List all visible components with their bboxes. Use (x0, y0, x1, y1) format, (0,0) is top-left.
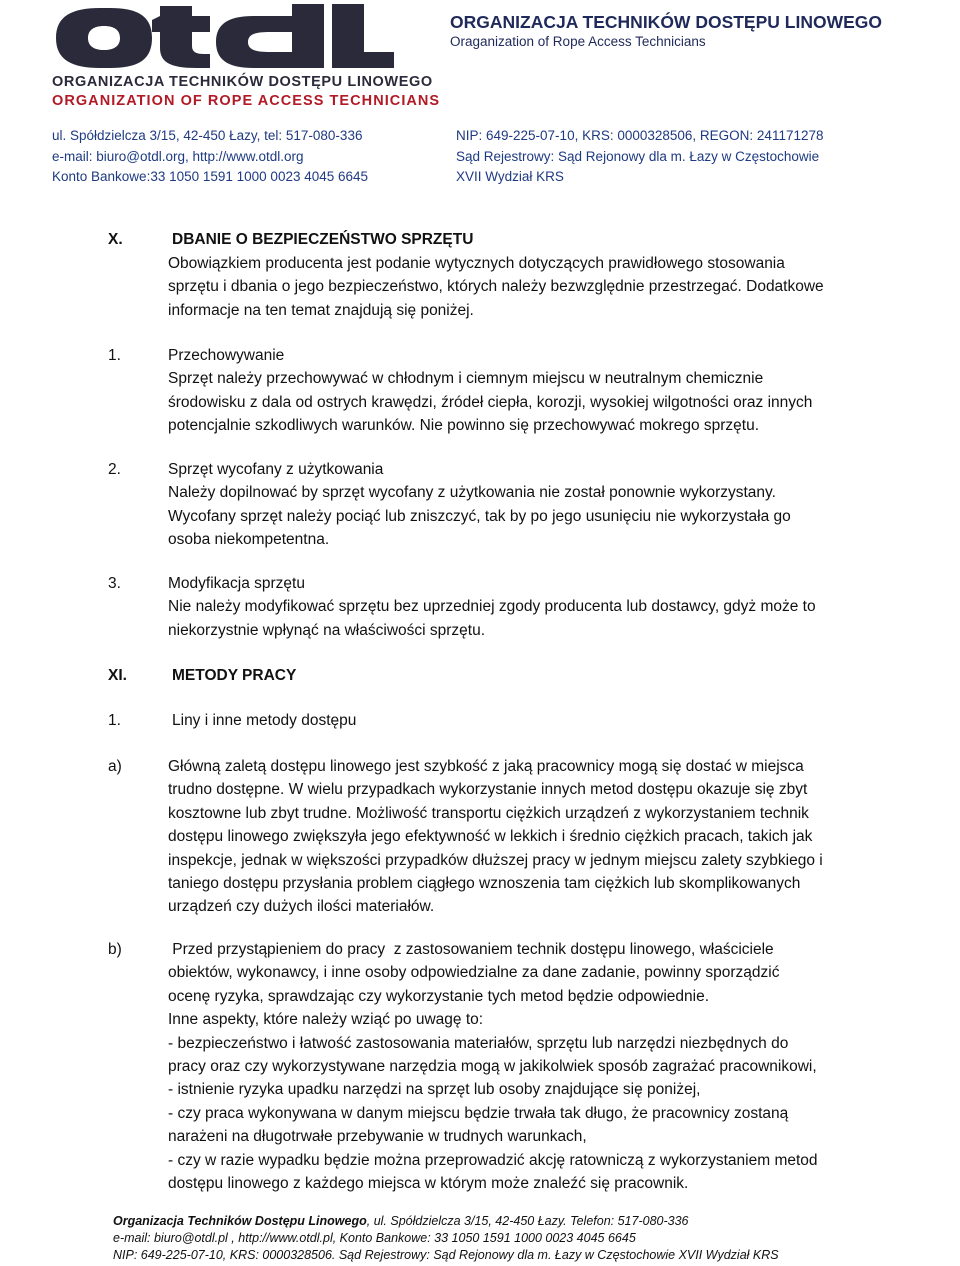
text-line: Obowiązkiem producenta jest podanie wytycznych dotyczących prawidłowego stosowania (168, 255, 785, 272)
footer-line-3: NIP: 649-225-07-10, KRS: 0000328506. Sąd Rejestrowy: Sąd Rejonowy dla m. Łazy w Częstochowie XVII Wydział KRS (113, 1248, 779, 1262)
court-line: Sąd Rejestrowy: Sąd Rejonowy dla m. Łazy w Częstochowie (456, 148, 820, 164)
text-line: - czy w razie wypadku będzie można przeprowadzić akcję ratowniczą z wykorzystaniem metod (168, 1151, 818, 1169)
footer-line-1 (113, 1214, 689, 1228)
footer-org-name: Organizacja Techników Dostępu Linowego (113, 1214, 367, 1228)
footer-line-2: e-mail: biuro@otdl.pl , http://www.otdl.pl, Konto Bankowe: 33 1050 1591 1000 0023 4045 6645 (113, 1231, 636, 1245)
text-line: trudno dostępne. W wielu przypadkach wykorzystanie innych metod dostępu okazuje się zbyt (168, 781, 808, 799)
text-line: dostępu linowego z każdego miejsca w którym może znaleźć się pracownik. (168, 1175, 689, 1193)
text-line: środowisku z dala od ostrych krawędzi, źródeł ciepła, korozji, wysokiej wilgotności oraz innych (168, 393, 813, 411)
item-title: Sprzęt wycofany z użytkowania (168, 461, 384, 478)
text-line: Wycofany sprzęt należy pociąć lub zniszczyć, tak by po jego usunięciu nie wykorzystała go (168, 507, 791, 525)
text-line: - czy praca wykonywana w danym miejscu będzie trwała tak długo, że pracownicy zostaną (168, 1104, 789, 1122)
text-line: urządzeń czy dużych ilości materiałów. (168, 898, 435, 916)
nip-line: NIP: 649-225-07-10, KRS: 0000328506, REGON: 241171278 (456, 128, 824, 143)
section-number: X. (108, 231, 123, 248)
text-line: taniego dostępu przysłania problem ciągłego wznoszenia tam ciężkich lub skomplikowanych (168, 875, 801, 893)
text-line: - bezpieczeństwo i łatwość zastosowania materiałów, sprzętu lub narzędzi niezbędnych do (168, 1034, 789, 1052)
email-line: e-mail: biuro@otdl.org, http://www.otdl.org (52, 148, 304, 164)
header-title: ORGANIZACJA TECHNIKÓW DOSTĘPU LINOWEGO (450, 12, 882, 32)
text-line: dostępu linowego zwiększyła jego efektywność w lekkich i średnio ciężkich pracach, takich jak (168, 828, 813, 846)
section-number: XI. (108, 667, 127, 684)
text-line: kosztowne lub zbyt trudne. Możliwość transportu ciężkich urządzeń z wykorzystaniem technik (168, 804, 809, 822)
text-line: potencjalnie szkodliwych warunków. Nie powinno się przechowywać mokrego sprzętu. (168, 417, 760, 435)
text-line: Inne aspekty, które należy wziąć po uwagę to: (168, 1011, 484, 1029)
header-subtitle: Oraganization of Rope Access Technicians (450, 34, 706, 49)
item-number: 1. (108, 347, 121, 364)
logo-text: otdl (48, 2, 50, 3)
text-line: informacje na ten temat znajdują się poniżej. (168, 301, 474, 319)
text-line: inspekcje, jednak w większości przypadków dłuższej pracy w jednym miejscu zalety szybkiego i (168, 851, 823, 869)
text-line: ocenę ryzyka, sprawdzając czy wykorzystanie tych metod będzie odpowiednie. (168, 987, 710, 1005)
item-block (168, 938, 818, 1195)
section-intro (168, 252, 824, 322)
text-line: Sprzęt należy przechowywać w chłodnym i ciemnym miejscu w neutralnym chemicznie (168, 370, 764, 388)
text-line: Przed przystąpieniem do pracy z zastosowaniem technik dostępu linowego, właściciele (168, 941, 774, 958)
item-title: Modyfikacja sprzętu (168, 575, 305, 592)
sub-title: Liny i inne metody dostępu (172, 712, 357, 729)
text-line: - istnienie ryzyka upadku narzędzi na sprzęt lub osoby znajdujące się poniżej, (168, 1081, 701, 1099)
item-title: Przechowywanie (168, 347, 285, 364)
item-block (168, 572, 816, 642)
contact-right (456, 126, 824, 188)
otdl-logo (48, 2, 408, 74)
text-line: narażeni na długotrwałe przebywanie w trudnych warunkach, (168, 1128, 587, 1146)
bank-line: Konto Bankowe:33 1050 1591 1000 0023 4045 6645 (52, 169, 369, 184)
item-number: 2. (108, 461, 121, 478)
item-block (168, 344, 812, 438)
section-title: METODY PRACY (172, 667, 297, 684)
section-title: DBANIE O BEZPIECZEŃSTWO SPRZĘTU (172, 231, 474, 248)
item-number: 3. (108, 575, 121, 592)
text-line: sprzętu i dbania o jego bezpieczeństwo, których należy bezwzględnie przestrzegać. Dodatkowe (168, 278, 824, 296)
item-label: a) (108, 758, 122, 775)
text-line: obiektów, wykonawcy, i inne osoby odpowiedzialne za dane zadanie, powinny sporządzić (168, 964, 780, 982)
sub-number: 1. (108, 712, 121, 729)
text-line: Należy dopilnować by sprzęt wycofany z użytkowania nie został ponownie wykorzystany. (168, 484, 776, 502)
krs-line: XVII Wydział KRS (456, 169, 564, 184)
item-block (168, 755, 823, 919)
text-line: Główną zaletą dostępu linowego jest szybkość z jaką pracownicy mogą się dostać w miejsca (168, 758, 804, 775)
text-line: pracy oraz czy wykorzystywane narzędzia mogą w jakikolwiek sposób zagrażać pracownikowi, (168, 1058, 817, 1076)
text-line: Nie należy modyfikować sprzętu bez uprzedniej zgody producenta lub dostawcy, gdyż może to (168, 598, 816, 616)
item-block (168, 458, 791, 552)
footer-address: , ul. Spółdzielcza 3/15, 42-450 Łazy. Telefon: 517-080-336 (366, 1214, 689, 1228)
org-name-en: ORGANIZATION OF ROPE ACCESS TECHNICIANS (52, 93, 441, 109)
address-line: ul. Spółdzielcza 3/15, 42-450 Łazy, tel: 517-080-336 (52, 128, 363, 143)
item-label: b) (108, 941, 122, 958)
text-line: osoba niekompetentna. (168, 531, 330, 549)
contact-left (52, 126, 368, 188)
text-line: niekorzystnie wpłynąć na właściwości sprzętu. (168, 621, 486, 639)
org-name-pl: ORGANIZACJA TECHNIKÓW DOSTĘPU LINOWEGO (52, 74, 433, 90)
